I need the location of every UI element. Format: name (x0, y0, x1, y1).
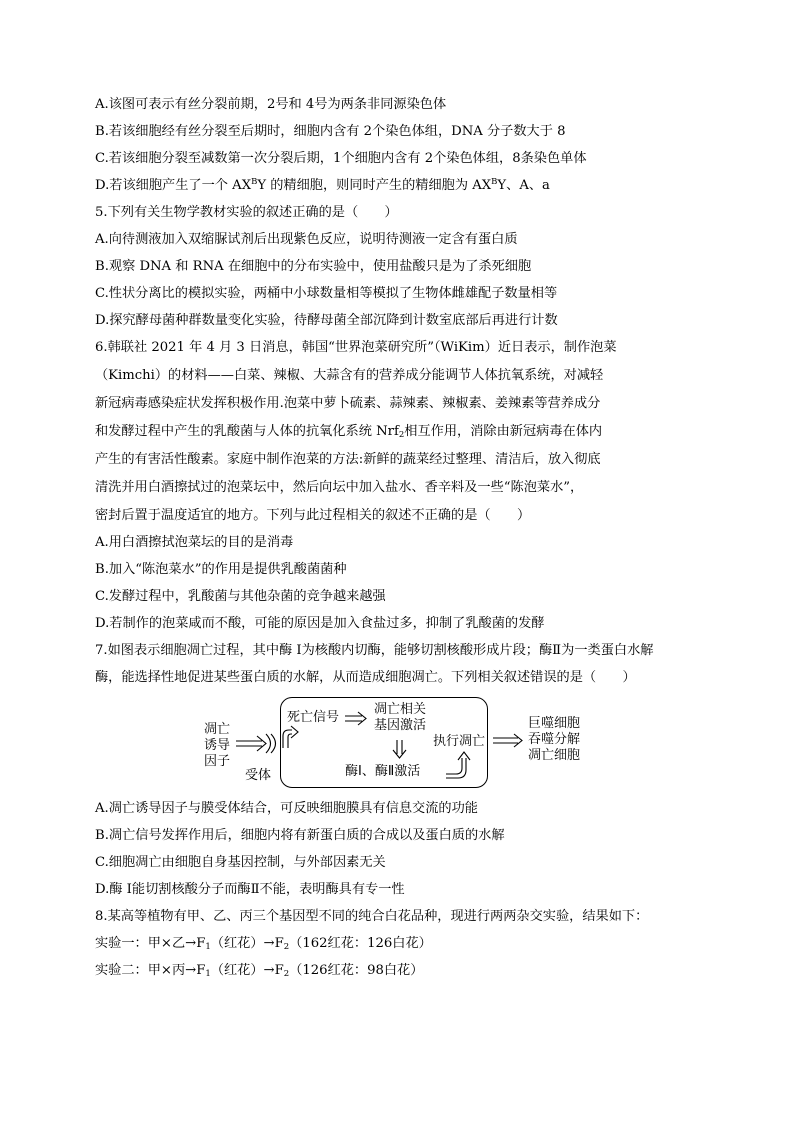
text-span: B.若该细胞经有丝分裂至后期时，细胞内含有 2个染色体组，DNA 分子数大于 8 (95, 124, 566, 139)
text-span: 5.下列有关生物学教材实验的叙述正确的是（ ） (95, 205, 398, 220)
text-span: （162红花：126白花） (289, 936, 432, 951)
text-span: Y、A、a (497, 178, 550, 193)
text-span: 实验一：甲×乙→F (95, 936, 206, 951)
subscript: 2 (398, 430, 405, 440)
text-span: 8.某高等植物有甲、乙、丙三个基因型不同的纯合白花品种，现进行两两杂交实验，结果如下： (95, 909, 649, 924)
text-span: B.凋亡信号发挥作用后，细胞内将有新蛋白质的合成以及蛋白质的水解 (95, 828, 505, 843)
genes-to-enzymes-arrow (393, 740, 406, 758)
text-span: 密封后置于温度适宜的地方。下列与此过程相关的叙述不正确的是（ ） (95, 508, 531, 523)
text-span: A.用白酒擦拭泡菜坛的目的是消毒 (95, 535, 294, 550)
text-span: 6.韩联社 2021 年 4 月 3 日消息，韩国“世界泡菜研究所”（WiKim）近日表示，制作泡菜 (95, 340, 617, 355)
text-span: 清洗并用白酒擦拭过的泡菜坛中，然后向坛中加入盐水、香辛料及一些“陈泡菜水”， (95, 480, 584, 495)
inducer-arrow (236, 736, 266, 751)
text-span: Y 的精细胞，则同时产生的精细胞为 AX (257, 178, 492, 193)
apoptosis-genes-label: 凋亡相关 基因激活 (374, 702, 427, 733)
receptor-shape (266, 734, 276, 753)
macrophage-label: 巨噬细胞 吞噬分解 凋亡细胞 (528, 716, 581, 763)
text-span: 和发酵过程中产生的乳酸菌与人体的抗氧化系统 Nrf (95, 424, 399, 439)
subscript: 1 (205, 942, 211, 952)
receptor-label: 受体 (245, 768, 272, 783)
execute-to-macrophage-arrow (493, 734, 522, 747)
text-span: D.若该细胞产生了一个 AX (95, 178, 252, 193)
text-span: C.细胞凋亡由细胞自身基因控制，与外部因素无关 (95, 855, 386, 870)
text-span: （红花）→F (210, 936, 284, 951)
text-span: 7.如图表示细胞凋亡过程，其中酶 I为核酸内切酶，能够切割核酸形成片段；酶Ⅱ为一类蛋白水解 (95, 643, 654, 658)
subscript: 2 (283, 969, 290, 979)
text-span: D.若制作的泡菜咸而不酸，可能的原因是加入食盐过多，抑制了乳酸菌的发酵 (95, 616, 545, 631)
text-span: 产生的有害活性酸素。家庭中制作泡菜的方法:新鲜的蔬菜经过整理、清洁后，放入彻底 (95, 452, 601, 467)
superscript: B (491, 177, 498, 187)
execute-apoptosis-label: 执行凋亡 (433, 734, 486, 749)
enzyme-activation-label: 酶Ⅰ、酶Ⅱ激活 (345, 764, 421, 779)
text-span: B.加入“陈泡菜水”的作用是提供乳酸菌菌种 (95, 562, 347, 577)
text-span: （红花）→F (210, 963, 284, 978)
text-span: 相互作用，消除由新冠病毒在体内 (404, 424, 603, 439)
superscript: B (251, 177, 258, 187)
text-span: （126红花：98白花） (289, 963, 424, 978)
text-span: A.凋亡诱导因子与膜受体结合，可反映细胞膜具有信息交流的功能 (95, 801, 478, 816)
signal-curved-arrow (283, 726, 298, 748)
signal-to-genes-arrow (345, 712, 366, 725)
subscript: 1 (205, 969, 211, 979)
text-span: A.向待测液加入双缩脲试剂后出现紫色反应，说明待测液一定含有蛋白质 (95, 232, 518, 247)
text-span: 实验二：甲×丙→F (95, 963, 206, 978)
subscript: 2 (283, 942, 290, 952)
enzymes-to-execute-arrow (446, 752, 470, 778)
text-span: A.该图可表示有丝分裂前期，2号和 4号为两条非同源染色体 (95, 97, 447, 112)
text-span: D.酶 I能切割核酸分子而酶Ⅱ不能，表明酶具有专一性 (95, 882, 405, 897)
text-span: C.发酵过程中，乳酸菌与其他杂菌的竞争越来越强 (95, 589, 386, 604)
text-span: D.探究酵母菌种群数量变化实验，待酵母菌全部沉降到计数室底部后再进行计数 (95, 313, 558, 328)
text-span: （Kimchi）的材料——白菜、辣椒、大蒜含有的营养成分能调节人体抗氧系统，对减轻 (95, 368, 604, 383)
death-signal-label: 死亡信号 (287, 710, 340, 725)
text-span: 新冠病毒感染症状发挥积极作用.泡菜中萝卜硫素、蒜辣素、辣椒素、姜辣素等营养成分 (95, 396, 601, 411)
text-span: C.若该细胞分裂至减数第一次分裂后期，1个细胞内含有 2个染色体组，8条染色单体 (95, 151, 587, 166)
text-span: B.观察 DNA 和 RNA 在细胞中的分布实验中，使用盐酸只是为了杀死细胞 (95, 259, 532, 274)
apoptosis-inducer-label: 凋亡 诱导 因子 (204, 722, 231, 769)
text-span: 酶，能选择性地促进某些蛋白质的水解，从而造成细胞凋亡。下列相关叙述错误的是（ ） (95, 670, 636, 685)
text-span: C.性状分离比的模拟实验，两桶中小球数量相等模拟了生物体雌雄配子数量相等 (95, 286, 558, 301)
